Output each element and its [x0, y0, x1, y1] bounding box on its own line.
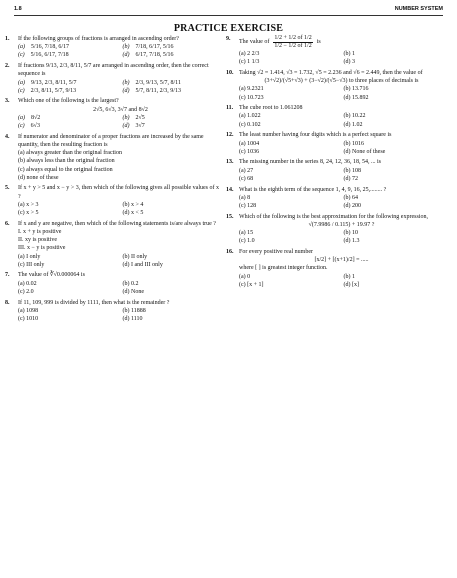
- options: [239, 273, 444, 289]
- question-6: [5, 220, 223, 269]
- question-number: 1.: [5, 36, 10, 42]
- question-expression: √(7.9986 / 0.115) + 19.97 ?: [308, 221, 375, 228]
- option-c: (c) 128: [239, 202, 257, 209]
- question-text: If x and y are negative, then which of the following statements is/are always true ?: [18, 220, 216, 227]
- question-text: If fractions 9/13, 2/3, 8/11, 5/7 are arranged in ascending order, then the correct sequence is: [18, 63, 209, 78]
- option-b: (b) 10: [343, 230, 358, 237]
- option-a: (a) x > 3: [18, 201, 39, 208]
- option-b: [123, 114, 224, 122]
- option-label: (a): [18, 79, 25, 86]
- question-text: Taking √2 = 1.414, √3 = 1.732, √5 = 2.236 and √6 = 2.449, then the value of: [239, 69, 423, 76]
- option-b: (b) 13.716: [343, 86, 369, 93]
- question-text: The value of ∛√0.000064 is: [18, 272, 85, 279]
- option-a: (a) I only: [18, 253, 41, 260]
- option-b: [123, 43, 224, 51]
- option-b: (b) 1016: [343, 140, 364, 147]
- option-a: (a) 2 2/3: [239, 51, 260, 57]
- option-d: (d) None: [122, 288, 144, 295]
- option-value: 2/3, 9/13, 5/7, 8/11: [135, 79, 181, 86]
- option-b: (b) 11888: [122, 307, 146, 314]
- option-value: 6√3: [30, 123, 40, 130]
- question-number: 11.: [226, 105, 234, 112]
- option-d: (d) 1110: [122, 316, 143, 322]
- text-post: is: [316, 39, 321, 46]
- question-number: 5.: [5, 185, 10, 192]
- options: [239, 85, 444, 101]
- option-value: 9/13, 2/3, 8/11, 5/7: [31, 79, 77, 86]
- options: [18, 79, 223, 95]
- options: [18, 201, 223, 217]
- question-13: [226, 158, 444, 183]
- question-text: The missing number in the series 8, 24, 12, 36, 18, 54, ... is: [239, 159, 381, 166]
- left-column: [5, 35, 223, 326]
- option-a: (a) 0.02: [18, 280, 37, 287]
- option-d: (d) x < 5: [122, 210, 144, 217]
- statement-3: III. x − y is positive: [18, 245, 66, 252]
- section-title: NUMBER SYSTEM: [394, 6, 443, 12]
- option-label: (d): [122, 52, 130, 59]
- option-c: (c) III only: [18, 261, 45, 268]
- option-value: 6/17, 7/18, 5/16: [135, 52, 174, 59]
- question-text: The cube root to 1.061208: [239, 105, 303, 112]
- option-b: (b) always less than the original fraction: [18, 158, 115, 165]
- option-value: 5/16, 6/17, 7/18: [30, 52, 69, 59]
- question-number: 3.: [5, 98, 10, 105]
- question-number: 13.: [226, 159, 234, 166]
- question-text: The least number having four digits which is a perfect square is: [239, 132, 392, 139]
- question-number: 2.: [5, 63, 10, 70]
- option-b: (b) 0.2: [122, 280, 139, 287]
- option-a: (a) always greater than the original fraction: [18, 150, 122, 157]
- question-2: [5, 62, 223, 95]
- question-12: [226, 131, 444, 156]
- question-text: If x + y > 5 and x − y > 3, then which of the following gives all possible values of x ?: [18, 185, 220, 200]
- options: [239, 194, 444, 210]
- option-value: 5/7, 8/11, 2/3, 9/13: [135, 87, 181, 94]
- option-c: (c) 1010: [18, 316, 39, 322]
- options: [239, 50, 444, 66]
- exercise-title: PRACTICE EXERCISE: [173, 23, 284, 34]
- option-d: (d) 200: [343, 202, 361, 209]
- option-d: (d) 72: [343, 175, 358, 182]
- option-c: [18, 87, 119, 95]
- option-label: (c): [18, 87, 25, 94]
- text-pre: The value of: [239, 39, 270, 46]
- option-c: [18, 51, 119, 59]
- option-a: [18, 43, 119, 51]
- option-label: (b): [122, 79, 130, 86]
- question-15: [226, 213, 444, 246]
- question-text: Which of the following is the best approximation for the following expression,: [239, 213, 428, 220]
- option-label: (b): [122, 114, 130, 121]
- option-a: (a) 1004: [239, 140, 260, 147]
- question-number: 8.: [5, 299, 10, 306]
- question-text: What is the eighth term of the sequence 1, 4, 9, 16, 25,........ ?: [239, 186, 387, 193]
- statement-1: I. x + y is positive: [18, 228, 62, 235]
- question-text: If the following groups of fractions is arranged in ascending order?: [18, 36, 179, 42]
- option-c: (c) [x + 1]: [239, 281, 264, 288]
- question-16: [226, 248, 444, 289]
- option-d: (d) 15.892: [343, 94, 369, 101]
- option-d: (d) None of these: [343, 148, 386, 155]
- option-label: (a): [18, 114, 25, 121]
- option-d: [123, 87, 224, 95]
- option-a: [18, 114, 119, 122]
- question-number: 14.: [226, 186, 234, 193]
- option-label: (a): [18, 44, 25, 51]
- fraction-denominator: 1/2 − 1/2 of 1/2: [274, 43, 312, 49]
- question-number: 9.: [226, 36, 231, 42]
- question-4: [5, 133, 223, 182]
- question-number: 4.: [5, 133, 10, 140]
- option-label: (d): [122, 87, 130, 94]
- option-a: (a) 1098: [18, 307, 39, 314]
- option-b: (b) 64: [343, 194, 358, 201]
- compound-fraction: [273, 35, 312, 50]
- question-text: If 11, 109, 999 is divided by 1111, then what is the remainder ?: [18, 299, 170, 306]
- question-expression: [x/2] + [(x+1)/2] = .....: [314, 257, 369, 264]
- question-10: [226, 69, 444, 102]
- options: [18, 114, 223, 130]
- option-value: 2√5: [135, 114, 145, 121]
- option-d: (d) [x]: [343, 281, 359, 288]
- option-d: [123, 51, 224, 59]
- option-value: 8√2: [31, 114, 41, 121]
- page-number: 1.8: [14, 6, 22, 12]
- option-value: 3√7: [135, 123, 145, 130]
- option-value: 2/3, 8/11, 5/7, 9/13: [30, 87, 77, 94]
- question-5: [5, 184, 223, 217]
- option-value: 7/18, 6/17, 5/16: [135, 44, 174, 51]
- question-number: 12.: [226, 132, 234, 139]
- option-c: (c) x > 5: [18, 210, 39, 217]
- option-b: (b) x > 4: [122, 201, 144, 208]
- option-a: (a) 8: [239, 194, 251, 201]
- question-9: [226, 35, 444, 66]
- options: [239, 229, 444, 245]
- options: [18, 253, 223, 269]
- option-label: (b): [122, 44, 130, 51]
- option-a: (a) 9.2321: [239, 86, 264, 93]
- options: [18, 149, 223, 182]
- question-number: 15.: [226, 213, 234, 220]
- options: [239, 167, 444, 183]
- question-expression: 2√5, 6√3, 3√7 and 8√2: [93, 106, 148, 113]
- option-label: (d): [122, 123, 130, 130]
- fraction-numerator: 1/2 + 1/2 of 1/2: [274, 35, 312, 41]
- option-a: (a) 15: [239, 230, 254, 237]
- option-d: (d) 1.3: [343, 238, 360, 245]
- page-header: [14, 6, 443, 18]
- question-14: [226, 186, 444, 211]
- options: [239, 140, 444, 156]
- option-d: (d) none of these: [18, 174, 59, 181]
- option-b: (b) II only: [122, 253, 148, 260]
- statement-2: II. xy is positive: [18, 237, 57, 244]
- option-a: (a) 1.022: [239, 113, 261, 120]
- where-note: where [ ] is greatest integer function.: [239, 265, 328, 272]
- option-c: (c) 10.723: [239, 94, 264, 101]
- option-c: (c) 1.0: [239, 238, 255, 245]
- option-b: (b) 10.22: [343, 113, 366, 120]
- option-c: (c) 1 1/3: [239, 59, 260, 66]
- option-c: (c) 68: [239, 175, 254, 182]
- question-expression: (3+√2)/(√5+√3) + (3−√2)/(√5−√3) to three places of decimals is: [264, 78, 419, 85]
- question-number: 6.: [5, 220, 10, 227]
- question-8: [5, 299, 223, 324]
- option-b: [123, 79, 224, 87]
- option-label: (c): [18, 123, 25, 130]
- right-column: [226, 35, 444, 291]
- question-text: If numerator and denominator of a proper fractions are increased by the same quantity, then the resulting fraction is: [18, 133, 204, 148]
- question-text: Which one of the following is the largest?: [18, 98, 119, 105]
- option-a: (a) 0: [239, 273, 251, 280]
- option-a: [18, 79, 119, 87]
- question-11: [226, 104, 444, 129]
- option-c: (c) 1036: [239, 148, 260, 155]
- question-7: [5, 271, 223, 296]
- option-c: (c) always equal to the original fraction: [18, 166, 113, 173]
- option-c: (c) 2.0: [18, 288, 34, 295]
- question-number: 7.: [5, 272, 10, 279]
- option-c: (c) 0.102: [239, 121, 261, 128]
- header-rule: [14, 15, 443, 16]
- question-text: [239, 35, 444, 50]
- options: [18, 307, 223, 323]
- option-d: [123, 122, 224, 130]
- option-d: (d) 1.02: [343, 121, 363, 128]
- options: [239, 112, 444, 128]
- question-number: 16.: [226, 248, 234, 255]
- option-label: (c): [18, 52, 25, 59]
- option-a: (a) 27: [239, 167, 254, 174]
- option-d: (d) I and III only: [122, 261, 163, 268]
- option-b: (b) 1: [343, 51, 355, 57]
- question-text: For every positive real number: [239, 248, 313, 255]
- question-number: 10.: [226, 69, 234, 76]
- option-b: (b) 108: [343, 167, 361, 174]
- option-c: [18, 122, 119, 130]
- question-1: [5, 35, 223, 60]
- option-d: (d) 3: [343, 59, 355, 66]
- options: [18, 43, 223, 59]
- option-b: (b) 1: [343, 273, 355, 280]
- question-3: [5, 97, 223, 130]
- option-value: 5/16, 7/18, 6/17: [31, 44, 70, 51]
- options: [18, 280, 223, 296]
